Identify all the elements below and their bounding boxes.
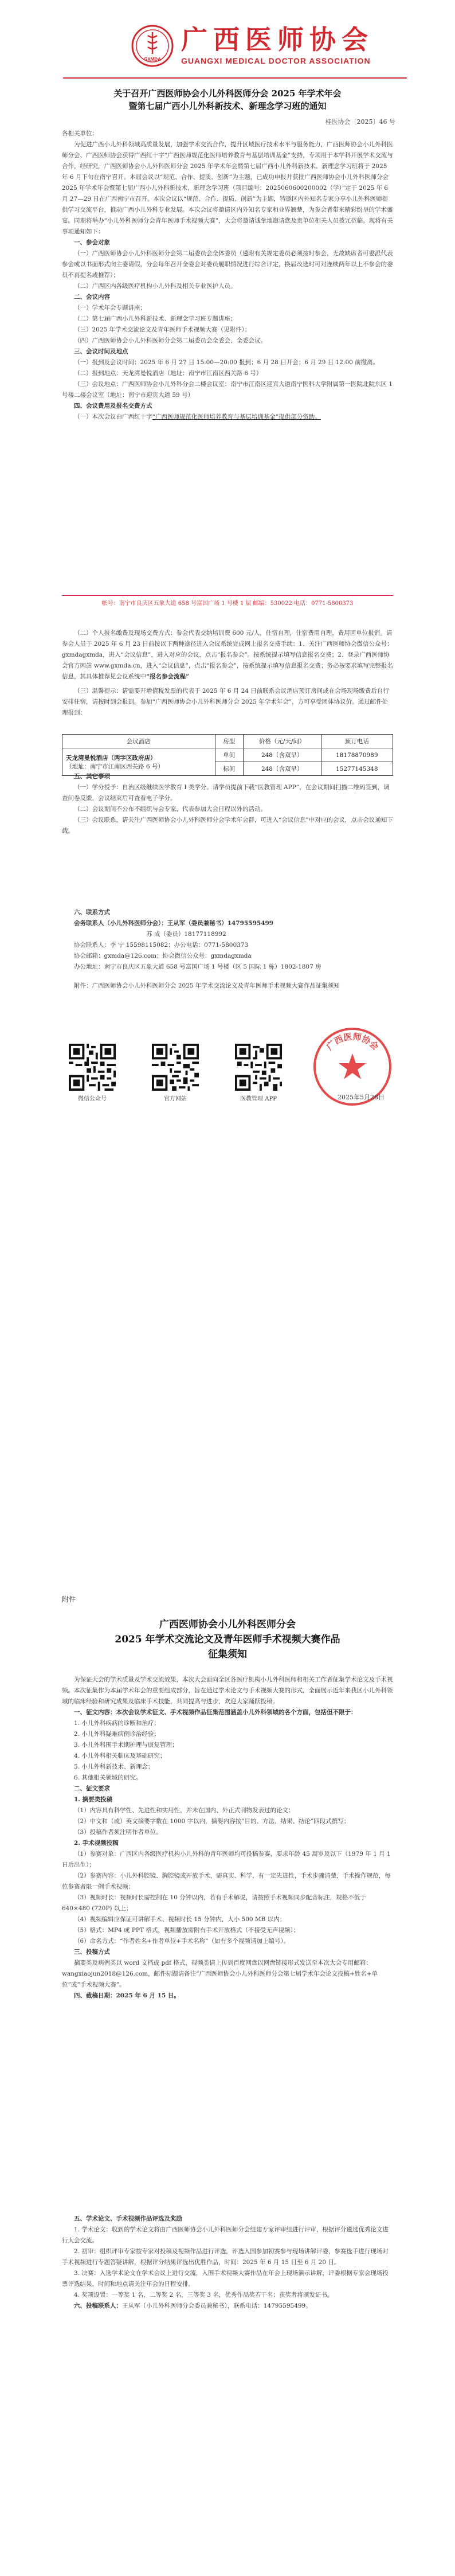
section-5-item: （一）学分授予：自治区级继续医学教育 I 类学分。请学员提前下载“医教管理 APP”，在会议期间扫描二维码签到，调查问卷反馈，会议结束后可查看电子学分。 bbox=[62, 784, 390, 802]
attachment-body-2 bbox=[62, 2214, 393, 2312]
header-cell: 房型 bbox=[215, 735, 243, 748]
att-section-2-item: （6）命名方式：“作者姓名+作者单位+手术名称”（如有多个视频请加上编号）。 bbox=[74, 1938, 290, 1945]
att-section-6-text: 王从军（小儿外科医师分会委员兼秘书），联系电话：14795595499。 bbox=[122, 2302, 312, 2309]
document-number: 桂医协会〔2025〕46 号 bbox=[325, 118, 395, 126]
notice-body-part-1 bbox=[62, 128, 393, 423]
contact-line: 协会邮箱：gxmda@126.com；协会微信公众号：gxmdagxmda bbox=[74, 953, 252, 959]
att-section-1-title: 一、征文内容：本次会议学术征文、手术视频作品征集范围涵盖小儿外科领域的各个方面，包括但不限于： bbox=[74, 1709, 357, 1716]
section-5-title: 五、其它事项 bbox=[74, 773, 110, 780]
attachment-title-line-1: 广西医师协会小儿外科医师分会 bbox=[159, 1619, 296, 1630]
notice-page-2 bbox=[0, 906, 455, 1583]
price-cell: 248（含双早） bbox=[243, 748, 321, 762]
intro-paragraph: 为促进广西小儿外科领域高质量发展，加强学术交流合作，提升区域医疗技术水平与服务能力，广西医师协会小儿外科医师分会、广西医师协会获得广西红十字“广西医师规范化医师培养教育与基层培训基金”支持，专项用于本学科开展学术交流与合作，经研究，广西医师协会小儿外科医师分会 2025 年学术年会暨第七届广西小儿外科新技术、新理念学习班将于 2025 年 6 月下旬在南宁召开。本届会议以“规范、合作、提质、创新”为主题，已成功申报并获批广西医师协会小儿外科医师分会 2025 年学术年会暨第七届广西小儿外科新技术、新理念学习班（项目编号：2025060600200002（学）”定于 2025 年 6 月 27—29 日在广西南宁市召开。本次会议以“规范、合作、提质、创新”为主题，特邀区内外知名专家分享小儿外科医师提供学习交流平台，推动广西小儿外科专业发展。本次会议将邀请区内外知名专家和业界翘楚，为参会者带来精彩纷呈的学术盛宴。同期将举办“小儿外科医师分会青年医师手术视频大赛”，大会将邀请诚挚地邀请您及贵单位相关人员拨冗莅临。现将有关事项通知如下： bbox=[62, 141, 393, 235]
phone-cell: 18178870989 bbox=[321, 748, 393, 762]
attachment-intro: 为保证大会的学术质量及学术交流效果，本次大会面向全区各医疗机构小儿外科医师和相关工作者征集学术论文及手术视频。本次征集作为本届学术年会的重要组成部分，旨在通过学术论文与手术视频大赛的形式，全面展示近年来我区小儿外科领域的临床经验和研究成果及临床手术技能，共同提高与进步，欢迎大家踊跃投稿。 bbox=[62, 1676, 393, 1705]
att-section-2-sub-2: 2. 手术视频投稿 bbox=[74, 1840, 119, 1847]
wechat-qr-code-icon[interactable] bbox=[69, 1044, 116, 1091]
section-3-item: （三）会议地点：广西医师协会小儿外科分会二楼会议室：南宁市江南区迎宾大道南宁医科大学附属第一医院北院东区 1 号楼二楼会议室（地址：南宁市迎宾大道 59 号） bbox=[62, 381, 393, 399]
section-2-item: （四）广西医师协会小儿外科医师分会第二届委员会全委会、全委会议。 bbox=[74, 337, 266, 344]
att-section-5-item: 3. 决赛：入选学术论文在学术会议上进行交流，入围手术视频大赛作品在年会上现场演示讲解，评委根据专家会现场投票评选结果，时间和地点请关注年会的日程安排。 bbox=[62, 2270, 389, 2288]
contact-line: 协会联系人：李 宁 15598115082；办公电话：0771-5800373 bbox=[74, 942, 249, 949]
att-section-5-item: 4. 奖项设置：一等奖 1 名，二等奖 2 名，三等奖 3 名，优秀作品奖若干名；获奖者将颁发证书。 bbox=[74, 2292, 334, 2298]
attachment-page bbox=[0, 1594, 455, 2576]
hotel-table-header bbox=[62, 735, 393, 748]
svg-text:广西医师协会: 广西医师协会 bbox=[324, 1031, 381, 1052]
header-cell: 会议酒店 bbox=[62, 735, 215, 748]
room-type-cell: 单间 bbox=[215, 748, 243, 762]
svg-text:GXMDA: GXMDA bbox=[144, 57, 161, 62]
header-cell: 价格（元/天/间） bbox=[243, 735, 321, 748]
att-section-2-item: （3）视频时长：视频时长需控制在 10 分钟以内，若有手术解说，请按照手术视频同步配音标注，规格不低于 640×480 (720P) 以上； bbox=[62, 1894, 366, 1912]
att-section-1-item: 5. 小儿外科新技术、新理念； bbox=[74, 1763, 154, 1770]
notice-body-part-2 bbox=[62, 628, 393, 719]
notice-page-1 bbox=[0, 0, 455, 895]
attachment-note: 附件：广西医师协会小儿外科医师分会 2025 年学术交流论文及青年医师手术视频大赛作品征集须知 bbox=[74, 982, 340, 989]
bank-divider bbox=[62, 595, 393, 596]
org-name-en: GUANGXI MEDICAL DOCTOR ASSOCIATION bbox=[181, 56, 371, 65]
section-1-item: （二）广西区内各级医疗机构小儿外科及相关专业医护人员。 bbox=[74, 283, 237, 290]
att-section-5-title: 五、学术论文、手术视频作品评选及奖励 bbox=[74, 2215, 182, 2222]
att-section-1-item: 3. 小儿外科围手术期护理与康复管理； bbox=[74, 1742, 178, 1748]
table-row bbox=[62, 748, 393, 762]
hotel-tip-paragraph: （三）温馨提示：请需要开增值税发票的代表于 2025 年 6 月 24 日前联系会议酒店预订房间或在会场现场缴费后自行安排住宿，请按时到会报到。参加“广西医师协会小儿外科医师分会 2025 年学术年会”，方可享受团体协议价。通过邮件处理报到： bbox=[62, 688, 389, 716]
section-2-title: 二、会议内容 bbox=[74, 294, 110, 300]
att-section-6 bbox=[62, 2301, 393, 2312]
hotel-table bbox=[62, 734, 393, 776]
att-section-2-item: （1）参赛对象：广西区内各级医疗机构小儿外科的青年医师均可投稿参赛，要求年龄 45 周岁及以下（1979 年 1 月 1 日后出生）； bbox=[62, 1851, 391, 1868]
contact-line: 会务联系人（小儿外科医师分会）：王从军（委员兼秘书）14795595499 bbox=[74, 920, 274, 927]
salutation: 各相关单位： bbox=[62, 130, 98, 137]
section-5-item: （二）会议期间不公布不组织与会专家，代表参加大会日程以外的活动。 bbox=[74, 806, 266, 813]
room-type-cell: 标间 bbox=[215, 762, 243, 776]
attachment-title-line-3: 征集须知 bbox=[208, 1649, 247, 1660]
notice-title-line-2: 暨第七届广西小儿外科新技术、新理念学习班的通知 bbox=[128, 101, 327, 111]
att-section-2-item: （3）投稿作者须注明作者单位。 bbox=[74, 1829, 162, 1836]
section-4-funding: （一）本次会议由广西红十字“广西医师规范化医师培养教育与基层培训基金”提供部分资助。 bbox=[74, 413, 321, 420]
att-section-4-title: 四、截稿日期：2025 年 6 月 15 日。 bbox=[74, 1992, 180, 1999]
website-qr-code-icon[interactable] bbox=[152, 1044, 199, 1091]
qr-label-wechat: 微信公众号 bbox=[78, 1096, 107, 1102]
contacts-block bbox=[62, 907, 393, 992]
section-2-item: （一）学术年会专题讲座； bbox=[74, 305, 146, 311]
att-section-1-item: 6. 其他相关领域的研究。 bbox=[74, 1774, 142, 1781]
qr-label-website: 官方网站 bbox=[164, 1096, 187, 1102]
att-section-2-item: （2）中文和（或）英文摘要字数在 1000 字以内，摘要内容按“目的、方法、结果、结论”四段式撰写； bbox=[74, 1818, 350, 1825]
qr-label-app: 医教管理 APP bbox=[240, 1096, 277, 1102]
att-section-2-title: 二、征文要求 bbox=[74, 1785, 110, 1792]
notice-title-line-1: 关于召开广西医师协会小儿外科医师分会 2025 年学术年会 bbox=[113, 88, 342, 99]
att-section-2-sub-1: 1. 摘要类投稿 bbox=[74, 1796, 113, 1803]
hotel-name-cell: 天龙湾曼悦酒店（两字区政府店） （地址：南宁市江南区西关路 6 号） bbox=[62, 748, 215, 776]
org-name-cn: 广西医师协会 bbox=[181, 24, 374, 55]
attachment-label: 附件 bbox=[62, 1595, 76, 1603]
att-section-3-text: 摘要类及病例类以 word 文档或 pdf 格式，视频类请上传到百度网盘以网盘链接形式发送至本次大会专用邮箱：wangxiaojun2018@126.com，邮件标题请备注“广西医师协会小儿外科医师分会第七届学术年会论文投稿+姓名+单位”或“手术视频大赛”。 bbox=[62, 1960, 378, 1988]
attachment-title-line-2: 2025 年学术交流论文及青年医师手术视频大赛作品 bbox=[115, 1634, 340, 1645]
att-section-5-item: 1. 学术论文：收到的学术论文将由广西医师协会小儿外科医师分会组建专家评审组进行评审，根据评分遴选优秀论文进行大会交流。 bbox=[62, 2226, 389, 2244]
app-qr-code-icon[interactable] bbox=[235, 1044, 282, 1091]
price-cell: 248（含双早） bbox=[243, 762, 321, 776]
section-3-item: （一）报到及会议时间：2025 年 6 月 27 日 15:00—20:00 报到；6 月 28 日开会；6 月 29 日 12:00 前撤离。 bbox=[74, 359, 379, 366]
section-5-item: （三）会议联系，请关注广西医师协会小儿外科医师分会学术年会群，可进入“会议信息”中对应的会议，点击会议通知下载。 bbox=[62, 817, 393, 834]
header-divider bbox=[63, 77, 407, 79]
funding-highlight: “广西医师规范化医师培养教育与基层培训基金”提供部分资助。 bbox=[152, 413, 321, 420]
att-section-1-item: 2. 小儿外科疑难病例诊治经验； bbox=[74, 1731, 160, 1738]
letterhead bbox=[0, 23, 455, 75]
section-6-title: 六、联系方式 bbox=[74, 909, 110, 916]
section-3-title: 三、会议时间及地点 bbox=[74, 348, 128, 355]
att-section-2-item: （4）视频编辑应保证可讲解手术、视频时长 15 分钟内，大小 500 MB 以内； bbox=[74, 1916, 286, 1923]
seal-date: 2025年5月28日 bbox=[338, 1094, 385, 1101]
att-section-5-item: 2. 初审：组织评审专家按专家对投稿及视频作品进行评选，评选入围参加初赛参与现场讲解评委，参赛选手进行现场对手术视频进行专题答疑讲解，根据评分结果评选出优胜作品，时间：2025 年 6 月 15 日至 6 月 20 日。 bbox=[62, 2248, 389, 2266]
contact-line: 苏 成（委员）18177118992 bbox=[146, 931, 226, 938]
att-section-2-item: （5）格式：MP4 或 PPT 格式，视频播放需附有手术开放格式（不接受无声视频）； bbox=[74, 1927, 300, 1934]
association-logo-icon bbox=[131, 24, 174, 68]
att-section-6-title: 六、投稿联系人： bbox=[74, 2302, 122, 2309]
att-section-1-item: 1. 小儿外科疾病的诊断和治疗； bbox=[74, 1720, 160, 1727]
attachment-body bbox=[62, 1675, 393, 2001]
notice-body-part-3 bbox=[62, 771, 393, 837]
contact-line: 办公地址：南宁市良庆区五象大道 658 号富国广场 1 号楼（区 5 国际 1 栋）1802-1807 房 bbox=[74, 963, 321, 970]
bank-info-line: 帐号：南宁市良庆区五象大道 658 号富国广场 1 号楼 1 层 邮编：530022 电话：0771-5800373 bbox=[101, 600, 354, 607]
registration-paragraph: （二）个人报名缴费及现场交费方式：参会代表交纳培训费 600 元/人，住宿自理，住宿费用自理，费用回单位报销。请参会人员于 2025 年 6 月 23 日前按以下两种途径进入会议系统完成网上报名交费手续：1、关注广西医师协会微信公众号：gxmdagxmda，进入“会议信息”，进入对应的会议，点击“报名参会”。按系统提示填写信息报名交费；2、登录广西医师协会官方网站 www.gxmda.cn，进入“会议信息”，点击“报名参会”，按系统提示填写信息报名交费；务必按要求填写完整报名信息，其具体推荐见会议系统中“报名参会流程” bbox=[62, 630, 393, 680]
section-2-item: （二）第七届广西小儿外科新技术、新理念学习班专题讲座； bbox=[74, 315, 237, 322]
section-2-item: （三）2025 年学术交流论文及青年医师手术视频大赛（见附件）； bbox=[74, 326, 251, 333]
att-section-1-item: 4. 小儿外科相关临床及基础研究； bbox=[74, 1753, 166, 1759]
att-section-2-item: （2）参赛内容：小儿外科腔镜、胸腔镜或开放手术，需真实、科学，有一定先进性，手术步骤清楚，手术操作规范，每位参赛者限一例手术视频； bbox=[62, 1872, 391, 1890]
att-section-2-item: （1）内容具有科学性、先进性和实用性，并未在国内、外正式刊物发表过的论文； bbox=[74, 1807, 295, 1814]
section-1-title: 一、参会对象 bbox=[74, 239, 110, 246]
section-3-item: （二）报到地点：天龙湾曼悦酒店（地址：南宁市江南区西关路 6 号） bbox=[74, 370, 262, 377]
phone-cell: 15277145348 bbox=[321, 762, 393, 776]
att-section-3-title: 三、投稿方式 bbox=[74, 1949, 110, 1956]
section-4-title: 四、会议费用及报名交费方式 bbox=[74, 403, 152, 409]
section-1-item: （一）广西医师协会小儿外科医师分会第二届委员会全体委员（遴附有关规定委员必须按时参会，无故缺席者可委派代表参会或以书面形式向主委请假，分会每年召开全委会对委员履职情况进行综合评定，换届改选时可对连续两年以上不参会的委员不再提名或推荐）； bbox=[62, 250, 393, 279]
header-cell: 预订电话 bbox=[321, 735, 393, 748]
